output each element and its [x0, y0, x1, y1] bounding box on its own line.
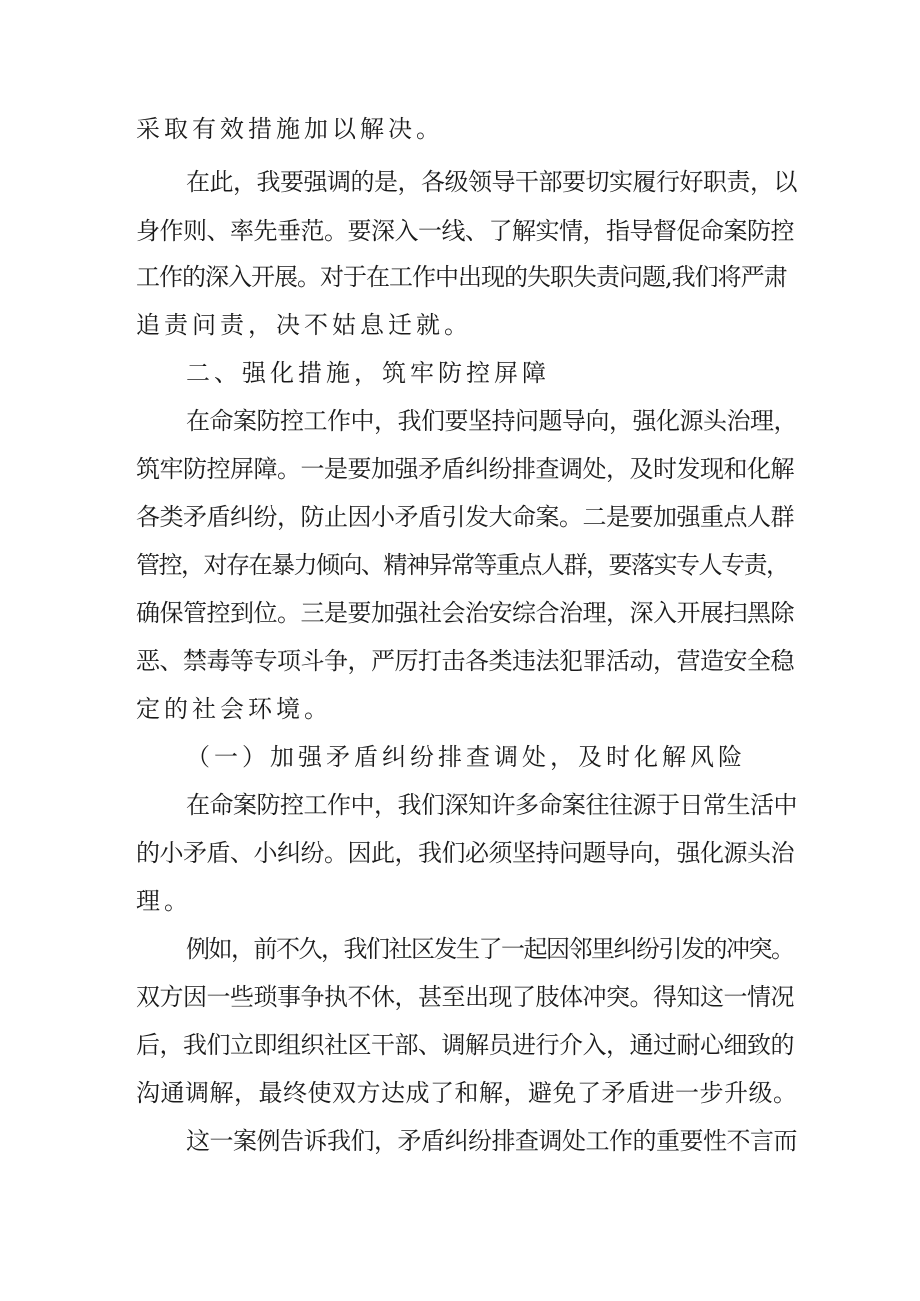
text-line: 后，我们立即组织社区干部、调解员进行介入，通过耐心细致的 [136, 1031, 794, 1059]
text-line: 采取有效措施加以解决。 [136, 115, 444, 143]
text-line: 沟通调解，最终使双方达成了和解，避免了矛盾进一步升级。 [136, 1079, 798, 1107]
text-line: 追责问责，决不姑息迁就。 [136, 311, 472, 339]
section-heading: 二、强化措施，筑牢防控屏障 [186, 359, 550, 387]
text-line: 定的社会环境。 [136, 695, 332, 723]
text-line: 身作则、率先垂范。要深入一线、了解实情，指导督促命案防控 [136, 217, 794, 245]
text-line: 确保管控到位。三是要加强社会治安综合治理，深入开展扫黑除 [136, 599, 794, 627]
text-line: 管控，对存在暴力倾向、精神异常等重点人群，要落实专人专责， [136, 551, 789, 579]
text-line: 在此，我要强调的是，各级领导干部要切实履行好职责，以 [186, 168, 797, 196]
text-line: 理。 [136, 887, 192, 915]
text-line: 在命案防控工作中，我们要坚持问题导向，强化源头治理， [186, 407, 797, 435]
text-line: 各类矛盾纠纷，防止因小矛盾引发大命案。二是要加强重点人群 [136, 503, 794, 531]
text-line: 例如，前不久，我们社区发生了一起因邻里纠纷引发的冲突。 [186, 935, 794, 963]
text-line: 这一案例告诉我们，矛盾纠纷排查调处工作的重要性不言而 [186, 1127, 797, 1155]
text-line: 工作的深入开展。对于在工作中出现的失职失责问题,我们将严肃 [136, 263, 787, 291]
text-line: 在命案防控工作中，我们深知许多命案往往源于日常生活中 [186, 791, 797, 819]
text-line: 恶、禁毒等专项斗争，严厉打击各类违法犯罪活动，营造安全稳 [136, 647, 794, 675]
text-line: 筑牢防控屏障。一是要加强矛盾纠纷排查调处，及时发现和化解 [136, 455, 794, 483]
text-line: 的小矛盾、小纠纷。因此，我们必须坚持问题导向，强化源头治 [136, 839, 794, 867]
subsection-heading: （一）加强矛盾纠纷排查调处，及时化解风险 [186, 743, 746, 771]
text-line: 双方因一些琐事争执不休，甚至出现了肢体冲突。得知这一情况 [136, 983, 794, 1011]
